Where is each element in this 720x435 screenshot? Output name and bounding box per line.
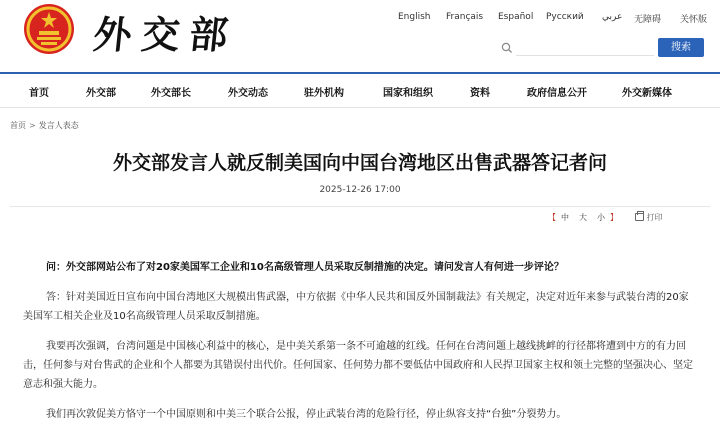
print-button[interactable] (635, 213, 663, 222)
font-size-large[interactable]: 中 (561, 213, 569, 222)
nav-item-home[interactable]: 首页 (29, 88, 49, 99)
language-bar (0, 12, 720, 26)
language-link-russian[interactable]: Русский (546, 12, 584, 22)
nav-item-countries-organizations[interactable]: 国家和组织 (383, 88, 433, 99)
nav-item-resources[interactable]: 资料 (470, 88, 490, 99)
nav-item-minister[interactable]: 外交部长 (151, 88, 191, 99)
nav-item-diplomatic-news[interactable]: 外交动态 (228, 88, 268, 99)
font-size-bracket-close: 】 (610, 213, 618, 222)
search-input[interactable] (516, 39, 654, 56)
breadcrumb-current-link[interactable]: 发言人表态 (38, 121, 79, 130)
font-size-medium[interactable]: 大 (579, 213, 587, 222)
main-nav (0, 72, 720, 108)
search-icon (500, 41, 514, 55)
print-label: 打印 (646, 213, 663, 222)
body-paragraph: 我要再次强调，台湾问题是中国核心利益中的核心，是中美关系第一条不可逾越的红线。任何在台湾问题上越线挑衅的行径都将遭到中方的有力回击，任何参与对台售武的企业和个人都要为其错误付出代价。任何国家、任何势力都不要低估中国政府和人民捍卫国家主权和领土完整的坚强决心、坚定意志和强大能力。 (23, 341, 693, 390)
care-version-link[interactable]: 关怀版 (680, 15, 708, 25)
accessibility-link[interactable]: 无障碍 (634, 15, 662, 25)
printer-icon (635, 213, 644, 221)
question-text: 问：外交部网站公布了对20家美国军工企业和10名高级管理人员采取反制措施的决定。请问发言人有何进一步评论？ (46, 262, 564, 273)
title-divider (10, 206, 710, 207)
breadcrumb (10, 120, 79, 131)
question-paragraph (23, 258, 698, 277)
font-size-bracket-open: 【 (548, 213, 556, 222)
language-link-french[interactable]: Français (446, 12, 484, 22)
nav-item-ministry[interactable]: 外交部 (86, 88, 116, 99)
breadcrumb-separator: > (29, 121, 36, 130)
article-tools (548, 212, 663, 223)
nav-item-new-media[interactable]: 外交新媒体 (622, 88, 672, 99)
article-body (23, 258, 698, 435)
font-size-selector (548, 213, 621, 222)
breadcrumb-home-link[interactable]: 首页 (10, 121, 26, 130)
national-emblem-icon[interactable] (22, 2, 76, 56)
answer-paragraph: 答：针对美国近日宣布向中国台湾地区大规模出售武器，中方依据《中华人民共和国反外国制裁法》有关规定，决定对近年来参与武装台湾的20家美国军工相关企业及10名高级管理人员采取反制措施。 (23, 292, 689, 322)
article-date: 2025-12-26 17:00 (319, 185, 401, 195)
search-button[interactable]: 搜索 (658, 38, 704, 57)
search-bar (500, 38, 704, 58)
site-logo[interactable]: 外交部 (91, 12, 241, 57)
language-link-arabic[interactable]: عربي (602, 12, 623, 22)
nav-item-government-info[interactable]: 政府信息公开 (527, 88, 587, 99)
language-link-english[interactable]: English (398, 12, 431, 22)
language-link-spanish[interactable]: Español (498, 12, 534, 22)
article-title: 外交部发言人就反制美国向中国台湾地区出售武器答记者问 (112, 152, 607, 174)
font-size-small[interactable]: 小 (597, 213, 605, 222)
site-header (0, 0, 720, 72)
body-paragraph: 我们再次敦促美方恪守一个中国原则和中美三个联合公报，停止武装台湾的危险行径，停止纵容支持“台独”分裂势力。 (46, 409, 567, 420)
nav-item-missions-abroad[interactable]: 驻外机构 (304, 88, 344, 99)
